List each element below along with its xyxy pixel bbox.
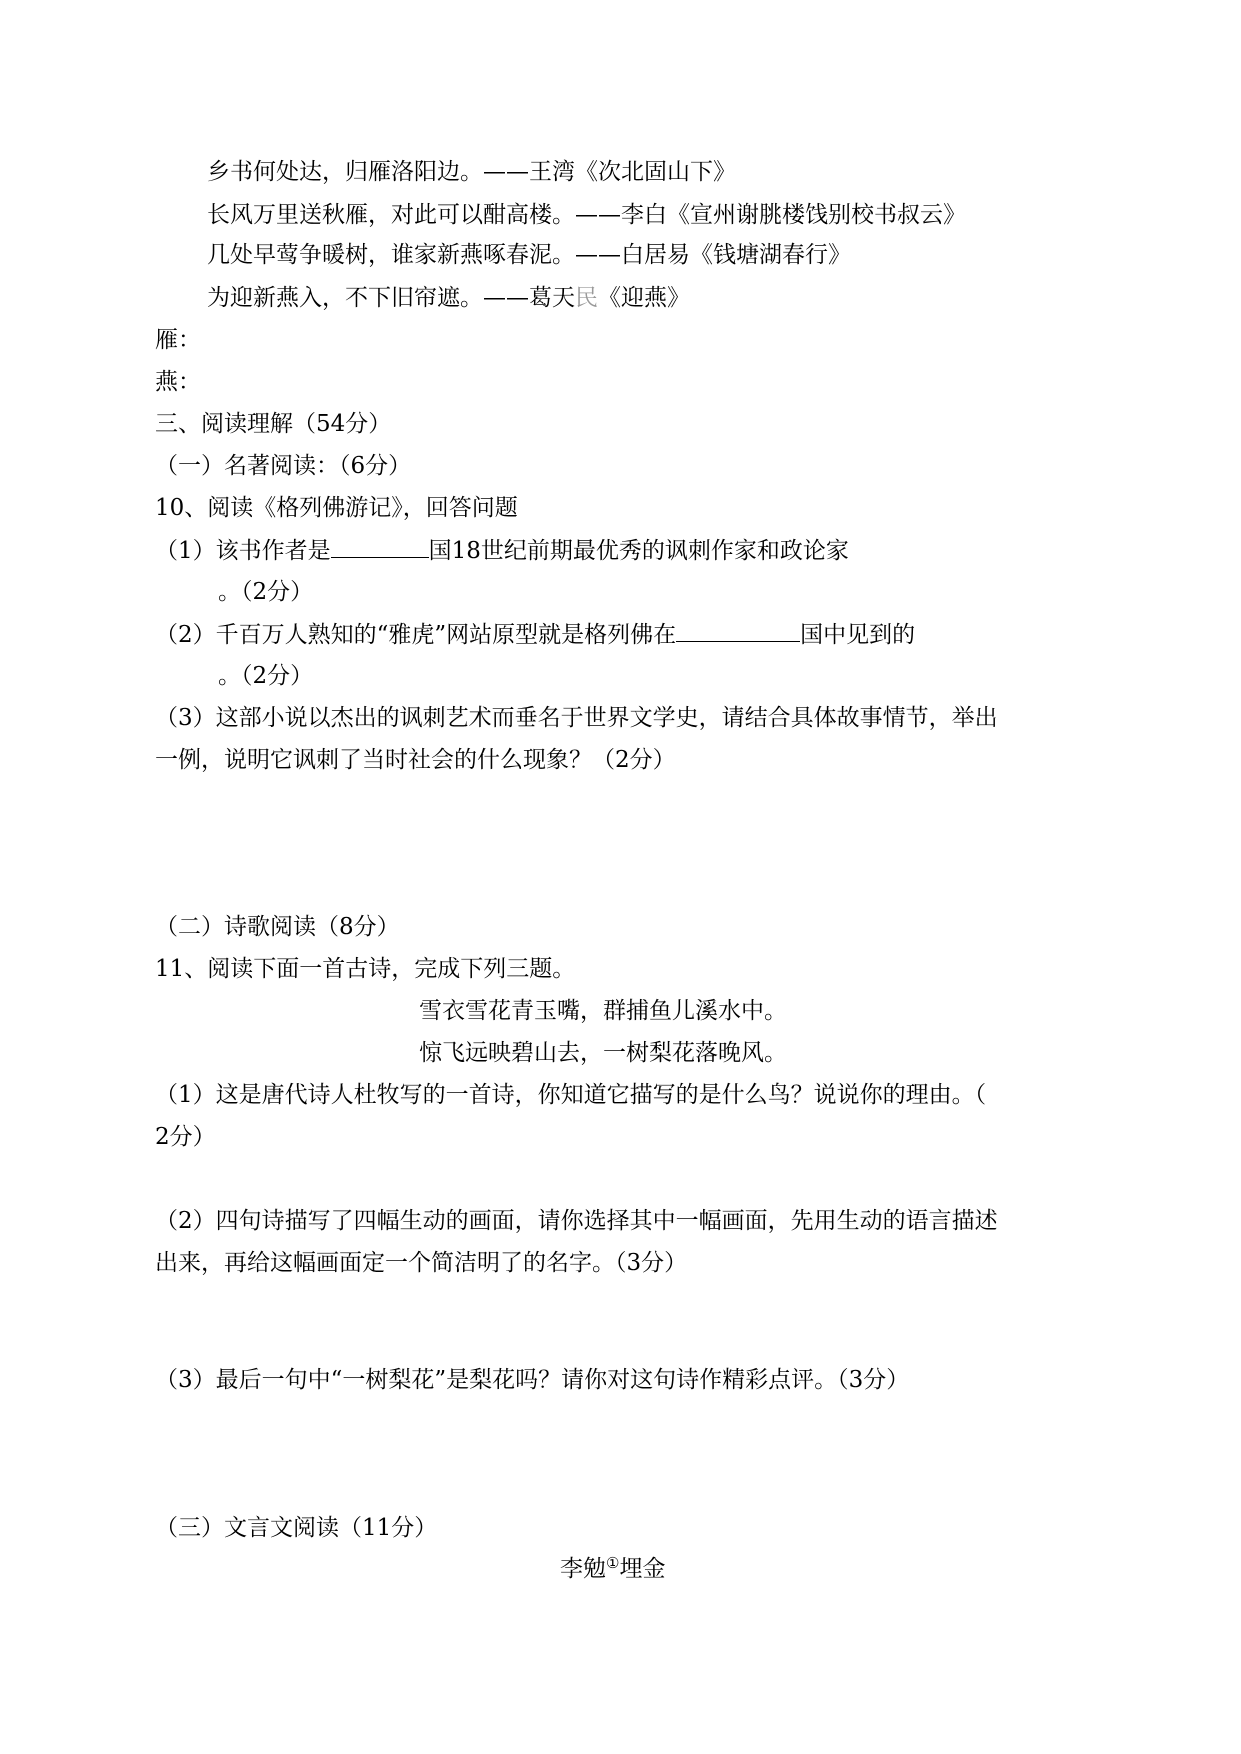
q11-2-line-1: （2）四句诗描写了四幅生动的画面，请你选择其中一幅画面，先用生动的语言描述 — [155, 1208, 998, 1234]
q11-1-line-1: （1）这是唐代诗人杜牧写的一首诗，你知道它描写的是什么鸟？说说你的理由。（ — [155, 1082, 987, 1108]
part1-heading: （一）名著阅读：（6分） — [155, 453, 412, 479]
q10-1-score: 。（2分） — [218, 579, 314, 605]
question-10: 10、阅读《格列佛游记》，回答问题 — [155, 495, 518, 521]
passage-title: 李勉①埋金 — [560, 1554, 666, 1582]
part2-heading: （二）诗歌阅读（8分） — [155, 914, 400, 940]
poem-line-3: 几处早莺争暖树，谁家新燕啄春泥。——白居易《钱塘湖春行》 — [207, 242, 851, 268]
q11-2-line-2: 出来，再给这幅画面定一个简洁明了的名字。（3分） — [155, 1250, 688, 1276]
quoted-poem-line-2: 惊飞远映碧山去，一树梨花落晚风。 — [419, 1040, 787, 1066]
q10-3-line-2: 一例，说明它讽刺了当时社会的什么现象？（2分） — [155, 747, 676, 773]
poem-line-2: 长风万里送秋雁，对此可以酣高楼。——李白《宣州谢朓楼饯别校书叔云》 — [207, 202, 966, 228]
q10-1: （1）该书作者是 国18世纪前期最优秀的讽刺作家和政论家 — [155, 535, 849, 566]
q10-2: （2）千百万人熟知的“雅虎”网站原型就是格列佛在 国中见到的 — [155, 619, 915, 650]
part3-heading: （三）文言文阅读（11分） — [155, 1515, 438, 1541]
poem-line-4: 为迎新燕入，不下旧帘遮。——葛天民《迎燕》 — [207, 285, 690, 311]
answer-blank[interactable] — [676, 619, 800, 642]
section-heading: 三、阅读理解（54分） — [155, 411, 392, 437]
label-goose: 雁： — [155, 327, 201, 353]
poem-line-1: 乡书何处达，归雁洛阳边。——王湾《次北固山下》 — [207, 159, 736, 185]
footnote-marker: ① — [606, 1554, 620, 1572]
q10-2-score: 。（2分） — [218, 663, 314, 689]
label-swallow: 燕： — [155, 369, 201, 395]
grey-char: 民 — [575, 285, 598, 311]
q10-3-line-1: （3）这部小说以杰出的讽刺艺术而垂名于世界文学史，请结合具体故事情节，举出 — [155, 705, 998, 731]
answer-blank[interactable] — [331, 535, 429, 558]
question-11: 11、阅读下面一首古诗，完成下列三题。 — [155, 956, 576, 982]
q11-1-line-2: 2分） — [155, 1124, 216, 1150]
q11-3: （3）最后一句中“一树梨花”是梨花吗？请你对这句诗作精彩点评。（3分） — [155, 1367, 910, 1393]
quoted-poem-line-1: 雪衣雪花青玉嘴，群捕鱼儿溪水中。 — [419, 998, 787, 1024]
